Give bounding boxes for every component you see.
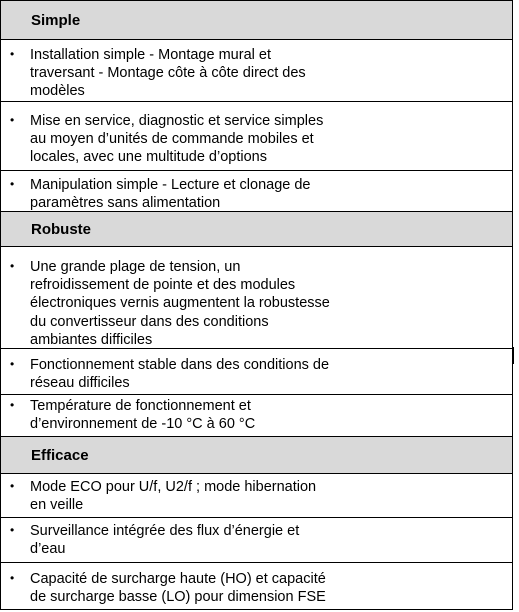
- list-item: [1, 518, 512, 563]
- item-text: Capacité de surcharge haute (HO) et capacité de surcharge basse (LO) pour dimension FSE: [30, 571, 326, 606]
- list-item: [1, 171, 512, 212]
- bullet-icon: •: [10, 398, 15, 412]
- item-text: Mise en service, diagnostic et service simples au moyen d’unités de commande mobiles et locales, avec une multitude d’options: [30, 113, 324, 166]
- item-text: Manipulation simple - Lecture et clonage de paramètres sans alimentation: [30, 177, 311, 212]
- bullet-icon: •: [10, 113, 15, 127]
- list-item: [1, 40, 512, 102]
- item-text: Mode ECO pour U/f, U2/f ; mode hibernation en veille: [30, 479, 317, 514]
- bullet-icon: •: [10, 259, 15, 273]
- item-text: Température de fonctionnement et d’environnement de -10 °C à 60 °C: [30, 398, 256, 433]
- section-header-simple: [1, 1, 512, 40]
- list-item: [1, 474, 512, 518]
- item-text: Fonctionnement stable dans des conditions de réseau difficiles: [30, 357, 330, 392]
- item-text: Installation simple - Montage mural et traversant - Montage côte à côte direct des modèles: [30, 47, 306, 100]
- bullet-icon: •: [10, 47, 15, 61]
- bullet-icon: •: [10, 357, 15, 371]
- list-item: [1, 563, 512, 609]
- list-item: [1, 247, 512, 349]
- section-title: Simple: [31, 11, 81, 29]
- bullet-icon: •: [10, 571, 15, 585]
- list-item: [1, 102, 512, 171]
- list-item: [1, 395, 512, 437]
- bullet-icon: •: [10, 523, 15, 537]
- item-text: Une grande plage de tension, un refroidissement de pointe et des modules électroniques vernis augmentent la robustesse du convertisseur dans des conditions ambiantes difficiles: [30, 259, 330, 348]
- section-header-efficace: [1, 437, 512, 474]
- edge-marker: [513, 347, 514, 364]
- section-header-robuste: [1, 212, 512, 247]
- bullet-icon: •: [10, 479, 15, 493]
- bullet-icon: •: [10, 177, 15, 191]
- section-title: Robuste: [31, 220, 91, 238]
- section-title: Efficace: [31, 446, 89, 464]
- item-text: Surveillance intégrée des flux d’énergie et d’eau: [30, 523, 300, 558]
- list-item: [1, 349, 512, 395]
